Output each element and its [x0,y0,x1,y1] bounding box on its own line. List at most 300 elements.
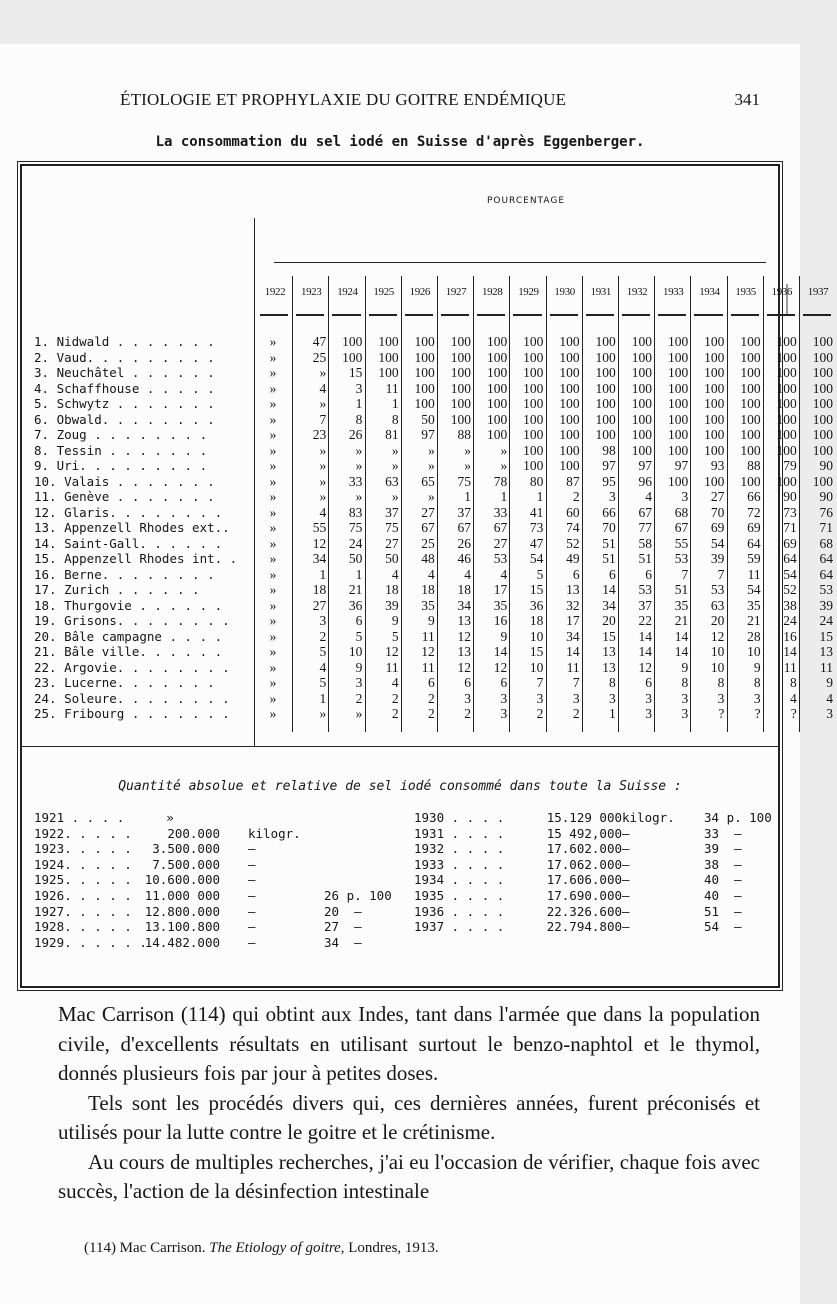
quantity-amount: 17.690.000 [546,888,622,903]
canton-label: 4. Schaffhouse . . . . . [34,380,215,396]
table-cell: 68 [819,535,833,551]
quantity-amount: 13.100.800 [144,919,220,935]
table-cell: 100 [595,380,616,396]
table-cell: » [269,566,277,582]
table-cell: 64 [819,566,833,582]
table-cell: 8 [717,675,725,690]
table-cell: ? [754,706,761,721]
table-cell: 100 [740,334,761,349]
running-title: ÉTIOLOGIE ET PROPHYLAXIE DU GOITRE ENDÉMIQUE [120,90,567,109]
quantities-title: Quantité absolue et relative de sel iodé consommé dans toute la Suisse : [118,779,682,794]
table-cell: » [269,659,277,675]
table-cell: 100 [776,334,797,349]
quantity-amount: 10.600.000 [144,872,220,888]
table-cell: 12 [457,628,471,644]
table-cell: 100 [450,349,471,365]
table-cell: 100 [414,334,435,349]
table-cell: 11 [421,628,435,644]
page-number: 341 [734,90,760,109]
table-cell: 1 [500,489,508,504]
table-cell: 100 [776,411,797,427]
table-cell: 8 [753,675,761,690]
quantity-row [34,888,404,904]
year-underline [369,314,397,316]
table-cell: 51 [674,582,689,597]
table-cell: » [269,706,277,721]
table-cell: 12 [312,535,327,551]
quantity-year: 1922. . . . . [34,825,132,841]
table-cell: 3 [500,706,508,721]
table-cell: » [500,458,508,473]
canton-label: 25. Fribourg . . . . . . . [34,706,230,721]
table-cell: 24 [348,535,363,551]
table-cell: 26 [457,535,471,551]
table-cell: 21 [348,582,363,597]
table-cell: 14 [638,644,652,659]
table-cell: 6 [500,675,508,690]
year-underline [550,314,578,316]
table-cell: 100 [523,442,544,458]
table-cell: 32 [566,597,580,613]
table-cell: 12 [385,644,399,659]
table-cell: 100 [704,411,725,427]
table-cell: 88 [747,458,761,473]
table-cell: 2 [391,690,399,706]
table-cell: 100 [631,442,652,458]
table-cell: 11 [783,659,797,675]
year-header: 1929 [518,286,539,298]
table-cell: 100 [631,365,652,380]
table-cell: 70 [602,520,616,535]
table-cell: » [269,411,277,427]
table-cell: 34 [457,597,471,613]
table-cell: 100 [740,473,761,489]
table-caption: La consommation du sel iodé en Suisse d'après Eggenberger. [155,134,645,150]
table-cell: 100 [776,427,797,442]
table-cell: 3 [355,380,363,396]
year-underline [731,314,759,316]
canton-label: 21. Bâle ville. . . . . . [34,644,223,659]
table-cell: » [391,458,399,473]
canton-label: 17. Zurich . . . . . . [34,582,200,597]
table-cell: 3 [717,690,725,706]
quantity-amount: 3.500.000 [152,841,220,857]
canton-label: 11. Genève . . . . . . . [34,489,215,504]
table-cell: 36 [529,597,544,613]
table-cell: » [464,442,471,458]
table-cell: 100 [450,396,471,411]
quantity-amount: 15.129 000 [546,810,622,825]
canton-label: 1. Nidwald . . . . . . . [34,334,215,349]
quantity-rel: 38 — [704,856,742,872]
table-cell: 63 [710,597,725,613]
quantity-unit: — [248,919,256,935]
table-cell: 100 [704,396,725,411]
table-cell: 4 [391,566,399,582]
table-cell: 6 [645,675,652,690]
quantity-unit: — [622,888,630,903]
table-cell: 100 [342,334,363,349]
table-cell: » [355,706,363,721]
year-underline [622,314,650,316]
table-cell: 7 [717,566,725,582]
table-cell: 55 [312,520,327,535]
quantity-year: 1927. . . . . [34,903,132,919]
table-cell: 100 [559,458,580,473]
canton-label: 7. Zoug . . . . . . . . [34,427,208,442]
table-cell: 100 [667,427,689,442]
table-cell: » [269,597,277,613]
quantity-rel: 34 p. 100 [704,810,772,825]
quantity-unit: — [248,888,256,903]
table-cell: » [269,473,277,489]
paragraph-1: Mac Carrison (114) qui obtint aux Indes, tant dans l'armée que dans la population civile, d'excellents résultats en utilisant surtout le benzo-naphtol et le thymol, donnés plusieurs fois par jour à petites doses. [58,1002,760,1085]
quantity-year: 1933 . . . . [414,856,505,872]
quantity-row [34,857,404,873]
table-cell: 75 [348,520,363,535]
table-cell: 10 [348,644,363,659]
table-cell: 9 [681,659,689,675]
year-underline [803,314,831,316]
table-cell: 75 [457,473,471,489]
table-cell: 87 [566,473,580,489]
table-cell: 78 [493,473,508,489]
quantity-unit: kilogr. [248,825,301,841]
table-cell: 21 [674,613,689,628]
table-cell: 7 [319,411,327,427]
table-cell: 15 [819,628,833,644]
table-cell: 100 [486,427,508,442]
quantity-rel: 40 — [704,888,742,903]
table-row [22,427,833,443]
table-cell: 100 [812,442,833,458]
table-cell: 55 [674,535,689,551]
table-cell: 9 [826,675,833,690]
table-cell: 100 [631,396,652,411]
year-underline [405,314,433,316]
table-cell: 100 [776,349,797,365]
table-cell: 58 [638,535,652,551]
table-cell: 100 [776,442,797,458]
table-cell: 100 [378,365,399,380]
year-header: 1922 [264,286,286,298]
table-cell: 90 [819,458,833,473]
table-cell: 100 [631,334,652,349]
canton-label: 9. Uri. . . . . . . . . [34,458,208,473]
table-cell: 35 [421,597,435,613]
year-header: 1936 [771,286,792,298]
table-cell: 100 [559,396,580,411]
table-cell: 5 [319,644,327,659]
quantity-row [34,904,404,920]
quantity-unit: — [248,872,256,888]
table-cell: 100 [667,334,689,349]
table-cell: » [269,628,277,644]
table-cell: » [269,520,277,535]
quantity-year: 1921 . . . . [34,810,125,825]
quantity-amount: 14.482.000 [144,934,220,950]
table-cell: 100 [486,365,508,380]
table-cell: 100 [523,396,544,411]
quantity-amount: 11.000 000 [144,888,220,903]
table-cell: 7 [572,675,580,690]
table-cell: 100 [740,411,761,427]
quantity-rel: 51 — [704,903,742,919]
table-cell: 6 [572,566,580,582]
table-cell: 11 [385,380,399,396]
table-cell: 100 [812,349,833,365]
table-cell: 1 [319,566,327,582]
quantity-amount: 15 492,000 [546,825,622,841]
table-cell: 2 [391,706,399,721]
table-cell: 18 [457,582,471,597]
table-cell: 4 [319,659,327,675]
table-cell: 100 [450,365,471,380]
canton-label: 18. Thurgovie . . . . . . [34,597,223,613]
table-cell: 100 [704,442,725,458]
table-cell: » [269,535,277,551]
table-cell: 100 [631,380,652,396]
table-cell: 51 [602,551,616,566]
table-cell: 18 [421,582,435,597]
table-cell: 67 [421,520,435,535]
table-cell: 2 [572,706,580,721]
quantity-amount: 7.500.000 [152,856,220,872]
table-cell: 27 [312,597,327,613]
table-cell: 100 [631,349,652,365]
year-header: 1930 [554,286,575,298]
table-cell: 2 [428,706,435,721]
table-cell: 96 [638,473,652,489]
table-cell: 64 [819,551,833,566]
canton-label: 13. Appenzell Rhodes ext.. [34,520,230,535]
table-cell: 20 [710,613,725,628]
quantity-year: 1929. . . . . . [34,934,147,950]
table-cell: 88 [457,427,471,442]
table-cell: 100 [559,442,580,458]
paragraph-3: Au cours de multiples recherches, j'ai eu l'occasion de vérifier, chaque fois avec succès, l'action de la désinfection intestinale [58,1149,760,1203]
quantity-amount: 22.326.600 [546,903,622,919]
table-cell: 10 [529,659,544,675]
table-cell: 100 [667,396,689,411]
table-cell: 100 [414,365,435,380]
canton-label: 14. Saint-Gall. . . . . . [34,535,223,551]
table-cell: 3 [645,690,652,706]
table-cell: 100 [486,349,508,365]
quantity-row [414,904,764,920]
table-cell: 7 [536,675,544,690]
table-cell: 100 [595,365,616,380]
year-underline [513,314,541,316]
quantity-row [414,810,772,826]
table-cell: » [269,349,277,365]
table-cell: 67 [493,520,508,535]
table-row [22,535,833,552]
table-cell: 1 [536,489,544,504]
table-cell: 53 [674,551,689,566]
quantity-year: 1930 . . . . [414,810,505,825]
table-cell: 4 [319,504,327,520]
table-row [22,411,833,428]
canton-label: 5. Schwytz . . . . . . . [34,396,215,411]
table-cell: 11 [421,659,435,675]
table-cell: 100 [559,427,580,442]
table-cell: 15 [529,644,544,659]
body-text [58,1000,760,1207]
percent-header: POURCENTAGE [486,196,566,206]
table-cell: 15 [348,365,363,380]
table-cell: 2 [319,628,327,644]
quantity-unit: — [622,856,630,872]
quantity-row [34,935,404,951]
year-header: 1927 [445,286,467,298]
table-cell: » [269,365,277,380]
table-cell: 64 [747,535,761,551]
table-cell: 100 [631,411,652,427]
table-cell: 100 [667,411,689,427]
table-row [22,613,833,629]
table-cell: 90 [783,489,797,504]
table-cell: » [428,489,435,504]
quantity-amount: 12.800.000 [144,903,220,919]
table-cell: » [391,442,399,458]
year-header: 1925 [373,286,394,298]
table-cell: 16 [783,628,797,644]
canton-label: 3. Neuchâtel . . . . . . [34,365,215,380]
year-underline [586,314,614,316]
table-cell: ? [790,706,797,721]
table-cell: 100 [595,349,616,365]
table-cell: 38 [783,597,797,613]
table-row [22,582,833,598]
table-cell: 1 [319,690,327,706]
quantity-rel: 34 — [324,934,362,950]
table-cell: 100 [776,365,797,380]
table-cell: 10 [529,628,544,644]
table-cell: 97 [602,458,616,473]
table-cell: 3 [355,675,363,690]
table-cell: » [269,458,277,473]
table-cell: 21 [747,613,761,628]
quantity-year: 1924. . . . . [34,856,132,872]
table-cell: 47 [529,535,544,551]
table-row [22,442,833,459]
quantity-rel: 26 p. 100 [324,888,392,903]
canton-label: 22. Argovie. . . . . . . . [34,659,230,675]
quantity-row [414,888,764,904]
table-row [22,659,833,676]
table-cell: 100 [450,334,471,349]
table-cell: 13 [819,644,833,659]
table-cell: 95 [602,473,616,489]
table-cell: 14 [674,644,689,659]
table-cell: 100 [523,458,544,473]
quantity-row [34,872,404,888]
table-cell: 24 [783,613,797,628]
year-underline [658,314,686,316]
canton-label: 2. Vaud. . . . . . . . . [34,349,215,365]
quantity-unit: — [622,825,630,841]
table-cell: 3 [319,613,327,628]
table-cell: 54 [747,582,761,597]
table-cell: 37 [638,597,652,613]
table-cell: 14 [493,644,508,659]
table-cell: 54 [529,551,544,566]
quantity-row [414,919,764,935]
table-cell: 7 [681,566,689,582]
table-cell: 100 [776,396,797,411]
table-cell: » [428,458,435,473]
table-cell: 100 [740,365,761,380]
table-cell: 14 [783,644,797,659]
quantity-unit: — [248,856,256,872]
table-cell: 24 [819,613,833,628]
table-cell: 14 [602,582,616,597]
table-cell: 9 [753,659,761,675]
table-cell: 66 [602,504,616,520]
table-cell: 100 [595,411,616,427]
table-cell: 3 [753,690,761,706]
quantity-row [34,919,404,935]
table-cell: » [269,427,277,442]
table-cell: 93 [710,458,725,473]
table-cell: 11 [747,566,761,582]
table-cell: 9 [500,628,508,644]
table-cell: 100 [704,349,725,365]
table-cell: 100 [740,349,761,365]
table-cell: 100 [740,396,761,411]
table-cell: 100 [486,334,508,349]
quantity-year: 1925. . . . . [34,872,132,888]
table-cell: 33 [348,473,363,489]
quantity-rel: 27 — [324,919,362,935]
quantity-row [414,857,764,873]
table-cell: 52 [566,535,580,551]
table-cell: 100 [812,411,833,427]
table-cell: 22 [638,613,652,628]
table-cell: 4 [790,690,797,706]
table-cell: 53 [638,582,652,597]
table-cell: 97 [421,427,435,442]
table-cell: 16 [493,613,508,628]
table-cell: 10 [710,644,725,659]
table-cell: 69 [747,520,761,535]
table-cell: 11 [385,659,399,675]
table-cell: 33 [493,504,508,520]
quantity-amount: 17.606.000 [546,872,622,888]
table-cell: 2 [536,706,544,721]
table-cell: 100 [812,473,833,489]
table-cell: 100 [523,365,544,380]
table-row [22,380,833,397]
table-cell: » [269,551,277,566]
table-cell: 50 [421,411,435,427]
table-cell: 63 [385,473,399,489]
table-cell: 100 [523,411,544,427]
table-cell: 25 [421,535,435,551]
quantity-row [414,872,764,888]
table-cell: 70 [710,504,725,520]
table-cell: 15 [602,628,616,644]
canton-label: 20. Bâle campagne . . . . [34,628,223,644]
table-cell: 27 [421,504,435,520]
table-cell: 100 [667,349,689,365]
quantity-year: 1936 . . . . [414,903,505,919]
table-cell: 3 [572,690,580,706]
quantity-year: 1926. . . . . [34,888,132,903]
quantity-row [414,841,764,857]
table-cell: 4 [391,675,399,690]
